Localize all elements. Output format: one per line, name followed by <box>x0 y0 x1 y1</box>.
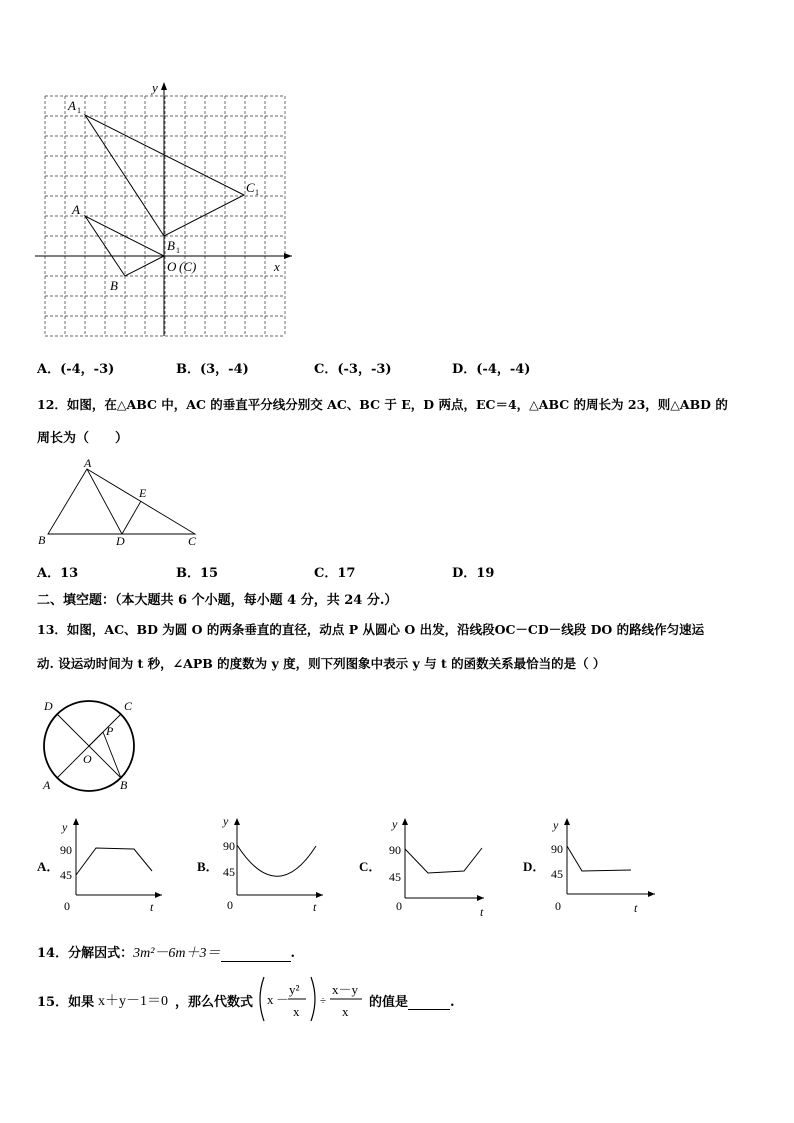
q11-option-a: A．(-4，-3) <box>37 362 115 377</box>
label-o: O <box>83 752 92 766</box>
svg-text:B．: B． <box>197 859 219 874</box>
label-p: P <box>106 724 114 738</box>
label-a: A <box>43 778 51 792</box>
label-c1: C <box>246 180 255 195</box>
svg-text:－: － <box>276 992 290 1007</box>
svg-text:t: t <box>634 901 638 915</box>
label-d: D <box>116 534 125 548</box>
section-title: 二、填空题：（本大题共 6 个小题，每小题 4 分，共 24 分.） <box>37 593 398 608</box>
label-c: C <box>124 699 133 713</box>
q12-option-c: C．17 <box>314 566 356 581</box>
q12-option-b: B．15 <box>176 566 219 581</box>
label-b: B <box>120 778 128 792</box>
svg-text:C．: C． <box>359 859 382 874</box>
svg-text:y: y <box>553 818 559 832</box>
svg-text:t: t <box>480 905 484 919</box>
q13-graph-b <box>195 812 325 922</box>
q12-option-d: D．19 <box>452 566 495 581</box>
svg-text:45: 45 <box>389 870 401 884</box>
q13-circle-figure <box>34 692 154 792</box>
svg-text:45: 45 <box>223 865 235 879</box>
label-a: A <box>72 202 80 217</box>
q14-question: 14．分解因式：3m²－6m＋3＝ . <box>37 946 296 961</box>
q15-suffix: 的值是 . <box>369 995 455 1010</box>
q12-question-line2: 周长为（ ） <box>37 431 129 446</box>
q15-answer-blank[interactable] <box>408 1009 450 1010</box>
q12-question-line1: 12．如图，在△ABC 中，AC 的垂直平分线分别交 AC、BC 于 E，D 两点，EC＝4，△ABC 的周长为 23，则△ABD 的 <box>37 397 728 412</box>
label-b: B <box>110 278 118 293</box>
svg-text:y: y <box>62 820 68 834</box>
label-o: O <box>167 259 177 274</box>
label-c: C <box>188 534 197 548</box>
q15-condition: x＋y－1＝0 <box>98 994 168 1009</box>
svg-text:x: x <box>342 1004 349 1019</box>
svg-text:t: t <box>150 900 154 914</box>
q13-question-line1: 13．如图，AC、BD 为圆 O 的两条垂直的直径，动点 P 从圆心 O 出发，沿线段OC－CD－线段 DO 的路线作匀速运 <box>37 622 705 637</box>
label-b: B <box>38 533 46 547</box>
svg-text:0: 0 <box>555 899 561 913</box>
svg-text:0: 0 <box>64 899 70 913</box>
q14-answer-blank[interactable] <box>221 961 291 962</box>
svg-text:y: y <box>223 814 229 828</box>
q13-graph-c <box>356 812 486 922</box>
svg-text:y²: y² <box>289 982 300 997</box>
label-c-paren: (C) <box>179 259 197 274</box>
svg-text:x: x <box>293 1004 300 1019</box>
svg-text:D．: D． <box>523 859 546 874</box>
svg-text:÷: ÷ <box>320 995 327 1007</box>
q12-option-a: A．13 <box>37 566 79 581</box>
q15-expression <box>256 973 368 1025</box>
svg-text:90: 90 <box>223 839 235 853</box>
label-a1-sub: 1 <box>77 106 81 115</box>
q13-question-line2: 动. 设运动时间为 t 秒，∠APB 的度数为 y 度，则下列图象中表示 y 与 t 的函数关系最恰当的是（ ） <box>37 656 606 671</box>
svg-text:0: 0 <box>396 899 402 913</box>
svg-text:45: 45 <box>60 868 72 882</box>
svg-text:0: 0 <box>227 898 233 912</box>
label-a1: A <box>68 98 76 113</box>
svg-text:90: 90 <box>60 843 72 857</box>
svg-text:x－y: x－y <box>332 982 359 997</box>
label-e: E <box>139 486 147 500</box>
label-b1: B <box>167 238 175 253</box>
q11-option-c: C．(-3，-3) <box>314 362 392 377</box>
label-a: A <box>84 456 92 470</box>
y-axis-label: y <box>152 80 158 95</box>
x-axis-label: x <box>274 259 280 274</box>
q15-prefix: 15．如果 <box>37 995 95 1010</box>
label-d: D <box>44 699 53 713</box>
q13-graph-a <box>34 812 164 922</box>
label-c1-sub: 1 <box>255 188 259 197</box>
q12-triangle-figure <box>34 455 214 550</box>
q15-middle: ，那么代数式 <box>175 995 254 1010</box>
q11-grid-figure <box>30 78 300 340</box>
svg-text:90: 90 <box>389 843 401 857</box>
option-label: A． <box>37 859 60 874</box>
svg-text:x: x <box>267 992 274 1007</box>
q13-graph-d <box>520 812 660 922</box>
svg-text:90: 90 <box>551 842 563 856</box>
q11-option-b: B．(3，-4) <box>176 362 249 377</box>
label-b1-sub: 1 <box>176 246 180 255</box>
svg-text:45: 45 <box>551 867 563 881</box>
q11-option-d: D．(-4，-4) <box>452 362 531 377</box>
svg-text:t: t <box>313 900 317 914</box>
svg-text:y: y <box>392 817 398 831</box>
